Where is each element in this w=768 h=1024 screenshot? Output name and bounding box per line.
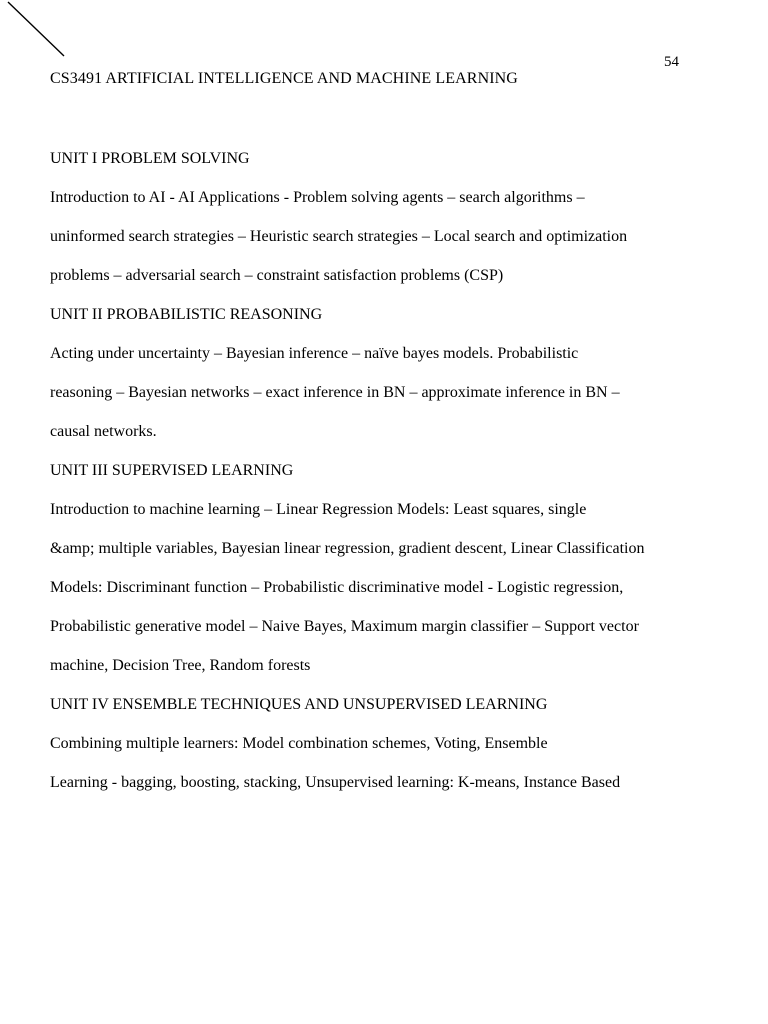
syllabus-paragraph: reasoning – Bayesian networks – exact inference in BN – approximate inference in BN – [50,384,620,401]
syllabus-paragraph: Probabilistic generative model – Naive Bayes, Maximum margin classifier – Support vector [50,618,639,635]
page-number: 54 [664,54,679,70]
course-title: CS3491 ARTIFICIAL INTELLIGENCE AND MACHINE LEARNING [50,70,518,87]
syllabus-paragraph: Acting under uncertainty – Bayesian inference – naïve bayes models. Probabilistic [50,345,579,362]
unit-heading: UNIT I PROBLEM SOLVING [50,150,250,167]
syllabus-paragraph: Models: Discriminant function – Probabilistic discriminative model - Logistic regression, [50,579,624,596]
syllabus-body [50,147,703,810]
syllabus-paragraph: causal networks. [50,423,157,440]
syllabus-paragraph: Introduction to AI - AI Applications - Problem solving agents – search algorithms – [50,189,585,206]
corner-fold-line [0,0,70,60]
syllabus-paragraph: Combining multiple learners: Model combination schemes, Voting, Ensemble [50,735,548,752]
syllabus-paragraph: problems – adversarial search – constraint satisfaction problems (CSP) [50,267,504,284]
syllabus-paragraph: &amp; multiple variables, Bayesian linear regression, gradient descent, Linear Classification [50,540,645,557]
syllabus-paragraph: machine, Decision Tree, Random forests [50,657,311,674]
syllabus-paragraph: Learning - bagging, boosting, stacking, Unsupervised learning: K-means, Instance Based [50,774,621,791]
unit-heading: UNIT IV ENSEMBLE TECHNIQUES AND UNSUPERVISED LEARNING [50,696,548,713]
unit-heading: UNIT II PROBABILISTIC REASONING [50,306,323,323]
unit-heading: UNIT III SUPERVISED LEARNING [50,462,294,479]
syllabus-paragraph: uninformed search strategies – Heuristic search strategies – Local search and optimization [50,228,628,245]
syllabus-paragraph: Introduction to machine learning – Linear Regression Models: Least squares, single [50,501,587,518]
